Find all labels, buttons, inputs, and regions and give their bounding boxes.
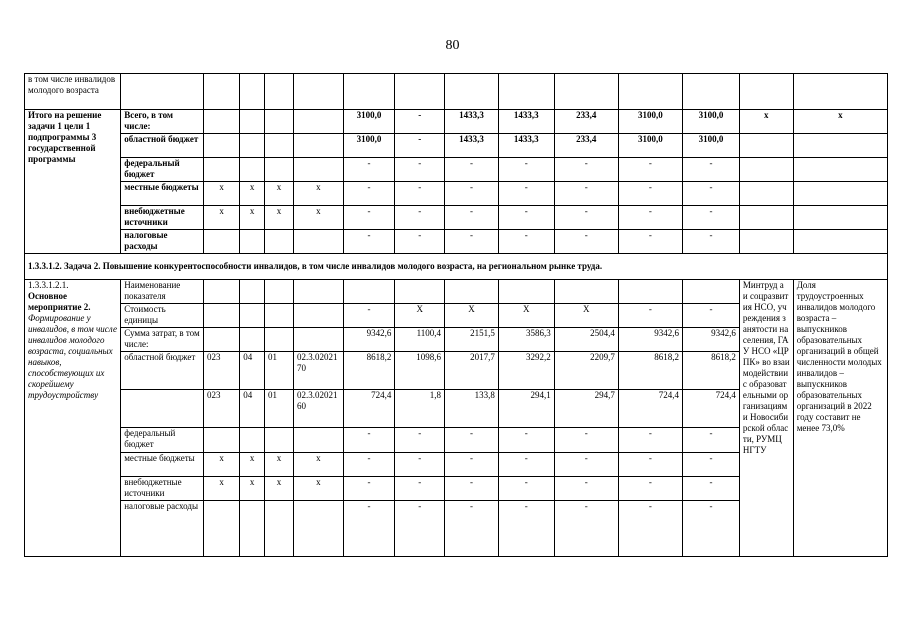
value-cell: X <box>395 304 445 328</box>
code-cell <box>265 328 294 352</box>
code-cell <box>265 501 294 557</box>
event-description: Формирование у инвалидов, в том числе инвалидов молодого возраста, социальных навыков, способствующих их скорейшему трудоустройству <box>28 313 117 400</box>
code-cell <box>204 110 240 134</box>
code-cell <box>265 134 294 158</box>
value-cell: 2504,4 <box>554 328 618 352</box>
code-cell: x <box>204 182 240 206</box>
value-cell: 1098,6 <box>395 352 445 390</box>
row-label: налоговые расходы <box>121 501 204 557</box>
code-cell: 04 <box>240 352 265 390</box>
value-cell: 3100,0 <box>683 134 740 158</box>
row-label: Стоимость единицы <box>121 304 204 328</box>
code-cell: x <box>265 182 294 206</box>
value-cell: - <box>683 428 740 453</box>
table-row <box>25 206 888 230</box>
table-row <box>25 230 888 254</box>
value-cell: 3100,0 <box>683 110 740 134</box>
row-label: федеральный бюджет <box>121 158 204 182</box>
value-cell: - <box>554 428 618 453</box>
value-cell: - <box>445 428 499 453</box>
code-cell <box>240 428 265 453</box>
value-cell: 3100,0 <box>618 110 682 134</box>
code-cell <box>294 328 344 352</box>
code-cell: x <box>204 206 240 230</box>
code-cell <box>294 501 344 557</box>
value-cell: - <box>683 453 740 477</box>
value-cell: - <box>343 304 395 328</box>
value-cell: - <box>498 182 554 206</box>
table-row <box>25 110 888 134</box>
value-cell: - <box>445 182 499 206</box>
value-cell: - <box>554 206 618 230</box>
value-cell: - <box>343 501 395 557</box>
code-cell: 023 <box>204 352 240 390</box>
code-cell: x <box>294 453 344 477</box>
code-cell: 01 <box>265 352 294 390</box>
event-cell <box>25 280 121 557</box>
code-cell: x <box>204 477 240 501</box>
value-cell: - <box>683 304 740 328</box>
value-cell: - <box>554 158 618 182</box>
executor-cell: Минтруд а и соцразвития НСО, учреждения занятости населения, ГАУ НСО «ЦРПК» во взаимодействии с образовательными организациями Новосибирской области, РУМЦ НГТУ <box>739 280 793 557</box>
value-cell: 294,7 <box>554 390 618 428</box>
row-label: местные бюджеты <box>121 182 204 206</box>
code-cell <box>204 428 240 453</box>
code-cell: 01 <box>265 390 294 428</box>
code-cell <box>294 110 344 134</box>
code-cell: x <box>294 477 344 501</box>
value-cell: - <box>554 182 618 206</box>
code-cell <box>294 230 344 254</box>
value-cell: - <box>395 477 445 501</box>
value-cell: 9342,6 <box>343 328 395 352</box>
value-cell: - <box>445 230 499 254</box>
code-cell <box>294 304 344 328</box>
value-cell: - <box>498 501 554 557</box>
value-cell: 724,4 <box>618 390 682 428</box>
code-cell: x <box>265 477 294 501</box>
value-cell: 8618,2 <box>343 352 395 390</box>
value-cell: 3100,0 <box>343 134 395 158</box>
row-label: налоговые расходы <box>121 230 204 254</box>
value-cell: 2017,7 <box>445 352 499 390</box>
code-cell <box>294 134 344 158</box>
task-heading: 1.3.3.1.2. Задача 2. Повышение конкурентоспособности инвалидов, в том числе инвалидов молодого возраста, на региональном рынке труда. <box>25 254 888 280</box>
value-cell: 724,4 <box>343 390 395 428</box>
value-cell: - <box>618 230 682 254</box>
code-cell <box>265 428 294 453</box>
code-cell: x <box>240 453 265 477</box>
value-cell: X <box>498 304 554 328</box>
code-cell: 02.3.0202170 <box>294 352 344 390</box>
value-cell: 1433,3 <box>498 110 554 134</box>
value-cell: - <box>618 501 682 557</box>
value-cell: - <box>498 428 554 453</box>
event-number: 1.3.3.1.2.1. <box>28 280 69 290</box>
value-cell: - <box>683 206 740 230</box>
value-cell: X <box>445 304 499 328</box>
code-cell: x <box>294 182 344 206</box>
code-cell <box>240 230 265 254</box>
code-cell <box>240 158 265 182</box>
value-cell: - <box>554 453 618 477</box>
value-cell: - <box>445 206 499 230</box>
row-label: федеральный бюджет <box>121 428 204 453</box>
value-cell: - <box>395 158 445 182</box>
value-cell: - <box>683 158 740 182</box>
code-cell: 02.3.0202160 <box>294 390 344 428</box>
result-cell: x <box>793 110 887 134</box>
value-cell: 1100,4 <box>395 328 445 352</box>
row-label: внебюджетные источники <box>121 206 204 230</box>
row-label: Всего, в том числе: <box>121 110 204 134</box>
value-cell: - <box>395 134 445 158</box>
table-row <box>25 280 888 304</box>
value-cell: - <box>343 477 395 501</box>
value-cell: 8618,2 <box>683 352 740 390</box>
code-cell: x <box>240 477 265 501</box>
value-cell: 3586,3 <box>498 328 554 352</box>
row-label: областной бюджет <box>121 134 204 158</box>
event-title: Основное мероприятие 2. <box>28 291 91 312</box>
value-cell: - <box>618 477 682 501</box>
code-cell <box>204 158 240 182</box>
value-cell: - <box>343 158 395 182</box>
code-cell <box>204 134 240 158</box>
value-cell: - <box>395 230 445 254</box>
value-cell: - <box>498 453 554 477</box>
row-label: внебюджетные источники <box>121 477 204 501</box>
value-cell: 1433,3 <box>445 134 499 158</box>
value-cell: - <box>618 158 682 182</box>
value-cell: - <box>498 206 554 230</box>
value-cell: - <box>343 182 395 206</box>
value-cell: - <box>554 501 618 557</box>
value-cell: - <box>343 453 395 477</box>
code-cell <box>265 230 294 254</box>
value-cell: - <box>618 453 682 477</box>
code-cell <box>204 328 240 352</box>
value-cell: 233,4 <box>554 110 618 134</box>
value-cell: - <box>343 230 395 254</box>
value-cell: - <box>343 428 395 453</box>
value-cell: 3100,0 <box>618 134 682 158</box>
value-cell: 2209,7 <box>554 352 618 390</box>
value-cell: 133,8 <box>445 390 499 428</box>
code-cell <box>265 304 294 328</box>
value-cell: - <box>395 110 445 134</box>
table-row <box>25 254 888 280</box>
value-cell: - <box>395 428 445 453</box>
value-cell: 9342,6 <box>683 328 740 352</box>
code-cell <box>240 328 265 352</box>
value-cell: 8618,2 <box>618 352 682 390</box>
budget-table <box>24 73 888 557</box>
code-cell: x <box>240 206 265 230</box>
value-cell: 233,4 <box>554 134 618 158</box>
result-cell: Доля трудоустроенных инвалидов молодого возраста – выпускников образовательных организаций в общей численности молодых инвалидов – выпускников образовательных организаций в 2022 году составит не менее 73,0% <box>793 280 887 557</box>
value-cell: - <box>618 428 682 453</box>
code-cell <box>294 158 344 182</box>
code-cell: x <box>265 206 294 230</box>
code-cell <box>204 304 240 328</box>
value-cell: 9342,6 <box>618 328 682 352</box>
value-cell: - <box>683 230 740 254</box>
code-cell: x <box>294 206 344 230</box>
value-cell: - <box>395 206 445 230</box>
value-cell: - <box>445 158 499 182</box>
executor-cell: x <box>739 110 793 134</box>
value-cell: - <box>498 477 554 501</box>
code-cell <box>204 501 240 557</box>
code-cell: x <box>204 453 240 477</box>
value-cell: - <box>498 158 554 182</box>
section-label: в том числе инвалидов молодого возраста <box>25 74 121 110</box>
value-cell: - <box>554 477 618 501</box>
value-cell: - <box>554 230 618 254</box>
value-cell: 2151,5 <box>445 328 499 352</box>
code-cell <box>294 428 344 453</box>
value-cell: - <box>343 206 395 230</box>
code-cell: x <box>265 453 294 477</box>
total-label: Итого на решение задачи 1 цели 1 подпрограммы 3 государственной программы <box>25 110 121 254</box>
code-cell <box>240 110 265 134</box>
value-cell: - <box>683 477 740 501</box>
code-cell: 04 <box>240 390 265 428</box>
value-cell: - <box>498 230 554 254</box>
page-number: 80 <box>445 38 460 53</box>
value-cell: - <box>395 501 445 557</box>
value-cell: - <box>618 304 682 328</box>
row-label: Наименование показателя <box>121 280 204 304</box>
code-cell <box>204 230 240 254</box>
value-cell: - <box>395 182 445 206</box>
code-cell <box>265 158 294 182</box>
code-cell: x <box>240 182 265 206</box>
value-cell: 1433,3 <box>445 110 499 134</box>
value-cell: 294,1 <box>498 390 554 428</box>
value-cell: 1,8 <box>395 390 445 428</box>
value-cell: - <box>395 453 445 477</box>
table-row <box>25 134 888 158</box>
table-row <box>25 158 888 182</box>
row-label <box>121 390 204 428</box>
row-label: областной бюджет <box>121 352 204 390</box>
value-cell: - <box>445 477 499 501</box>
value-cell: X <box>554 304 618 328</box>
value-cell: - <box>445 453 499 477</box>
value-cell: 3100,0 <box>343 110 395 134</box>
value-cell: - <box>445 501 499 557</box>
value-cell: 3292,2 <box>498 352 554 390</box>
code-cell: 023 <box>204 390 240 428</box>
value-cell: - <box>618 206 682 230</box>
code-cell <box>265 110 294 134</box>
code-cell <box>240 304 265 328</box>
table-row <box>25 74 888 110</box>
value-cell: 724,4 <box>683 390 740 428</box>
table-row <box>25 182 888 206</box>
code-cell <box>240 501 265 557</box>
value-cell: - <box>618 182 682 206</box>
value-cell: 1433,3 <box>498 134 554 158</box>
value-cell: - <box>683 501 740 557</box>
row-label: Сумма затрат, в том числе: <box>121 328 204 352</box>
value-cell: - <box>683 182 740 206</box>
row-label: местные бюджеты <box>121 453 204 477</box>
code-cell <box>240 134 265 158</box>
